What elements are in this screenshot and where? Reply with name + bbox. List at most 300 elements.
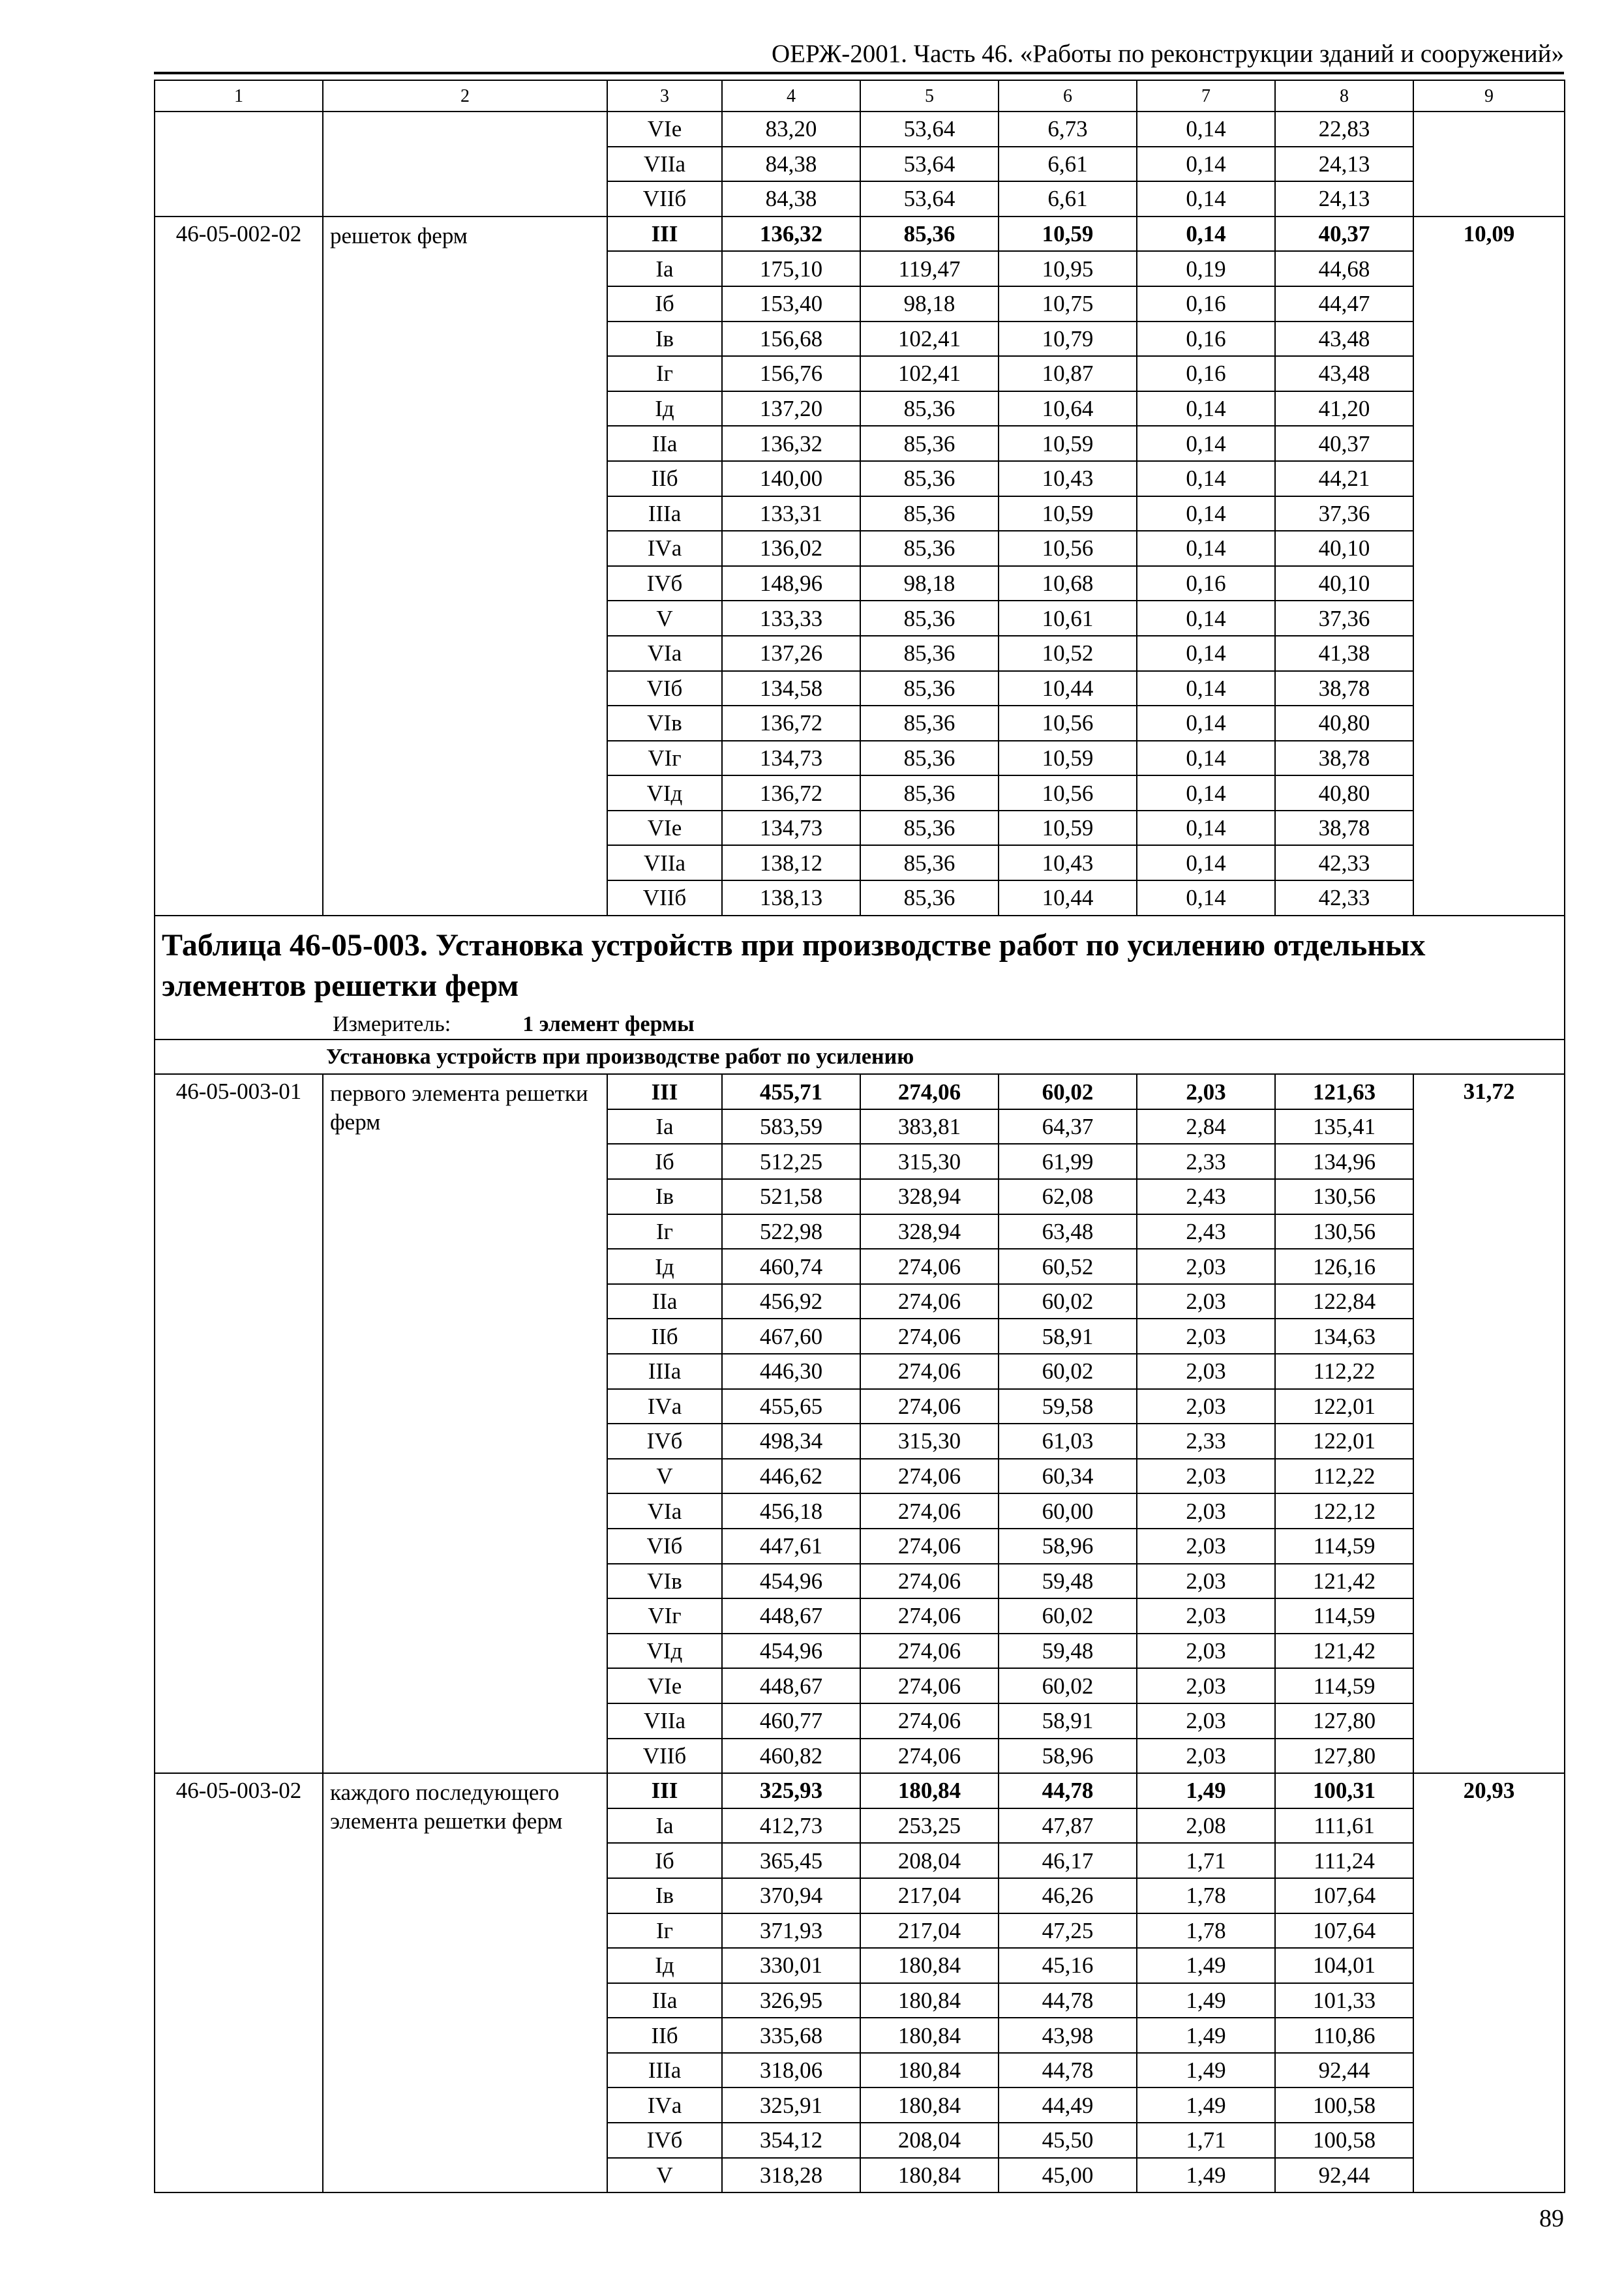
value-cell: 92,44	[1275, 2158, 1413, 2193]
value-cell: 45,16	[999, 1948, 1137, 1983]
value-cell: 98,18	[860, 566, 999, 601]
zone-cell: Iа	[607, 251, 722, 286]
value-cell: 498,34	[722, 1424, 860, 1459]
value-cell: 60,02	[999, 1284, 1137, 1319]
zone-cell: VIг	[607, 741, 722, 776]
zone-cell: IIб	[607, 1319, 722, 1354]
zone-cell: IIа	[607, 426, 722, 461]
value-cell: 0,14	[1137, 671, 1275, 706]
value-cell: 315,30	[860, 1424, 999, 1459]
value-cell: 138,13	[722, 880, 860, 916]
value-cell: 44,49	[999, 2087, 1137, 2123]
value-cell: 126,16	[1275, 1249, 1413, 1284]
value-cell: 133,31	[722, 496, 860, 531]
value-cell: 85,36	[860, 845, 999, 880]
value-cell: 114,59	[1275, 1668, 1413, 1703]
value-cell: 318,06	[722, 2053, 860, 2088]
summary-cell: 31,72	[1413, 1074, 1565, 1773]
value-cell: 0,16	[1137, 356, 1275, 391]
value-cell: 107,64	[1275, 1913, 1413, 1949]
value-cell: 58,96	[999, 1529, 1137, 1564]
value-cell: 6,61	[999, 181, 1137, 217]
value-cell: 114,59	[1275, 1529, 1413, 1564]
value-cell: 1,49	[1137, 1983, 1275, 2018]
value-cell: 456,18	[722, 1493, 860, 1529]
zone-cell: IIб	[607, 2018, 722, 2053]
value-cell: 328,94	[860, 1214, 999, 1249]
value-cell: 412,73	[722, 1808, 860, 1844]
section-title: Установка устройств при производстве работ по усилению	[155, 1040, 1565, 1075]
value-cell: 10,87	[999, 356, 1137, 391]
value-cell: 62,08	[999, 1179, 1137, 1214]
value-cell: 63,48	[999, 1214, 1137, 1249]
value-cell: 10,95	[999, 251, 1137, 286]
value-cell: 43,48	[1275, 322, 1413, 357]
value-cell: 2,03	[1137, 1389, 1275, 1424]
value-cell: 2,03	[1137, 1668, 1275, 1703]
value-cell: 122,84	[1275, 1284, 1413, 1319]
value-cell: 274,06	[860, 1249, 999, 1284]
value-cell: 10,44	[999, 671, 1137, 706]
zone-cell: Iг	[607, 1913, 722, 1949]
value-cell: 1,78	[1137, 1878, 1275, 1913]
value-cell: 85,36	[860, 636, 999, 671]
value-cell: 0,14	[1137, 811, 1275, 846]
value-cell: 10,56	[999, 775, 1137, 811]
description-cell: каждого последующего элемента решетки ферм	[323, 1773, 607, 2192]
value-cell: 10,43	[999, 461, 1137, 496]
value-cell: 64,37	[999, 1109, 1137, 1144]
value-cell: 111,61	[1275, 1808, 1413, 1844]
summary-cell: 20,93	[1413, 1773, 1565, 2192]
value-cell: 456,92	[722, 1284, 860, 1319]
value-cell: 371,93	[722, 1913, 860, 1949]
value-cell: 58,91	[999, 1319, 1137, 1354]
zone-cell: III	[607, 1074, 722, 1109]
zone-cell: VIе	[607, 811, 722, 846]
value-cell: 42,33	[1275, 845, 1413, 880]
value-cell: 46,26	[999, 1878, 1137, 1913]
value-cell: 138,12	[722, 845, 860, 880]
value-cell: 38,78	[1275, 811, 1413, 846]
description-cell: решеток ферм	[323, 217, 607, 916]
value-cell: 318,28	[722, 2158, 860, 2193]
column-number-row	[155, 80, 1565, 112]
value-cell: 10,61	[999, 601, 1137, 636]
value-cell: 84,38	[722, 147, 860, 182]
value-cell: 136,72	[722, 706, 860, 741]
value-cell: 134,63	[1275, 1319, 1413, 1354]
value-cell: 180,84	[860, 2087, 999, 2123]
value-cell: 10,59	[999, 426, 1137, 461]
table-title: Таблица 46-05-003. Установка устройств при производстве работ по усилению отдельных элементов решетки ферм	[162, 927, 1426, 1003]
zone-cell: Iг	[607, 1214, 722, 1249]
zone-cell: V	[607, 1459, 722, 1494]
value-cell: 40,80	[1275, 706, 1413, 741]
zone-cell: IVб	[607, 2123, 722, 2158]
value-cell: 24,13	[1275, 147, 1413, 182]
value-cell: 2,03	[1137, 1564, 1275, 1599]
value-cell: 100,31	[1275, 1773, 1413, 1808]
value-cell: 85,36	[860, 531, 999, 566]
zone-cell: VIд	[607, 775, 722, 811]
section-row	[155, 1040, 1565, 1075]
value-cell: 448,67	[722, 1668, 860, 1703]
value-cell: 10,59	[999, 741, 1137, 776]
table-title-row	[155, 916, 1565, 1040]
value-cell: 47,25	[999, 1913, 1137, 1949]
value-cell: 133,33	[722, 601, 860, 636]
value-cell: 1,71	[1137, 2123, 1275, 2158]
zone-cell: VIIа	[607, 147, 722, 182]
value-cell: 43,98	[999, 2018, 1137, 2053]
value-cell: 122,12	[1275, 1493, 1413, 1529]
value-cell: 447,61	[722, 1529, 860, 1564]
value-cell: 10,44	[999, 880, 1137, 916]
value-cell: 2,03	[1137, 1493, 1275, 1529]
zone-cell: V	[607, 601, 722, 636]
value-cell: 208,04	[860, 2123, 999, 2158]
value-cell: 53,64	[860, 181, 999, 217]
zone-cell: VIд	[607, 1634, 722, 1669]
value-cell: 42,33	[1275, 880, 1413, 916]
value-cell: 2,08	[1137, 1808, 1275, 1844]
value-cell: 0,14	[1137, 845, 1275, 880]
zone-cell: Iд	[607, 391, 722, 426]
value-cell: 110,86	[1275, 2018, 1413, 2053]
value-cell: 60,52	[999, 1249, 1137, 1284]
value-cell: 130,56	[1275, 1179, 1413, 1214]
value-cell: 2,03	[1137, 1249, 1275, 1284]
value-cell: 274,06	[860, 1319, 999, 1354]
zone-cell: VIIа	[607, 1703, 722, 1739]
value-cell: 583,59	[722, 1109, 860, 1144]
value-cell: 58,96	[999, 1739, 1137, 1774]
value-cell: 107,64	[1275, 1878, 1413, 1913]
value-cell: 60,02	[999, 1598, 1137, 1634]
value-cell: 60,34	[999, 1459, 1137, 1494]
value-cell: 44,21	[1275, 461, 1413, 496]
value-cell: 180,84	[860, 1773, 999, 1808]
value-cell: 2,03	[1137, 1529, 1275, 1564]
value-cell: 10,56	[999, 706, 1137, 741]
zone-cell: VIв	[607, 1564, 722, 1599]
value-cell: 44,78	[999, 2053, 1137, 2088]
value-cell: 85,36	[860, 391, 999, 426]
value-cell: 41,20	[1275, 391, 1413, 426]
value-cell: 521,58	[722, 1179, 860, 1214]
zone-cell: VIб	[607, 671, 722, 706]
value-cell: 85,36	[860, 426, 999, 461]
column-number-cell: 6	[999, 80, 1137, 112]
zone-cell: VIб	[607, 1529, 722, 1564]
value-cell: 460,74	[722, 1249, 860, 1284]
value-cell: 136,72	[722, 775, 860, 811]
value-cell: 454,96	[722, 1564, 860, 1599]
value-cell: 41,38	[1275, 636, 1413, 671]
value-cell: 40,10	[1275, 531, 1413, 566]
value-cell: 136,02	[722, 531, 860, 566]
value-cell: 98,18	[860, 286, 999, 322]
column-number-cell: 8	[1275, 80, 1413, 112]
value-cell: 10,56	[999, 531, 1137, 566]
value-cell: 274,06	[860, 1634, 999, 1669]
value-cell: 274,06	[860, 1564, 999, 1599]
value-cell: 136,32	[722, 426, 860, 461]
zone-cell: VIIб	[607, 1739, 722, 1774]
value-cell: 102,41	[860, 356, 999, 391]
value-cell: 43,48	[1275, 356, 1413, 391]
value-cell: 0,14	[1137, 426, 1275, 461]
value-cell: 121,63	[1275, 1074, 1413, 1109]
zone-cell: IIб	[607, 461, 722, 496]
value-cell: 2,33	[1137, 1424, 1275, 1459]
zone-cell: VIе	[607, 112, 722, 147]
value-cell: 38,78	[1275, 741, 1413, 776]
value-cell: 315,30	[860, 1144, 999, 1179]
value-cell: 208,04	[860, 1843, 999, 1878]
zone-cell: IIа	[607, 1284, 722, 1319]
value-cell: 136,32	[722, 217, 860, 252]
value-cell: 114,59	[1275, 1598, 1413, 1634]
value-cell: 274,06	[860, 1354, 999, 1389]
value-cell: 45,50	[999, 2123, 1137, 2158]
value-cell: 10,75	[999, 286, 1137, 322]
value-cell: 140,00	[722, 461, 860, 496]
value-cell: 0,14	[1137, 601, 1275, 636]
value-cell: 1,49	[1137, 2053, 1275, 2088]
value-cell: 2,03	[1137, 1598, 1275, 1634]
measure-unit: 1 элемент фермы	[522, 1011, 695, 1036]
value-cell: 2,33	[1137, 1144, 1275, 1179]
column-number-cell: 5	[860, 80, 999, 112]
page-number: 89	[1539, 2205, 1564, 2232]
value-cell: 2,03	[1137, 1354, 1275, 1389]
value-cell: 512,25	[722, 1144, 860, 1179]
value-cell: 370,94	[722, 1878, 860, 1913]
column-number-cell: 3	[607, 80, 722, 112]
value-cell: 217,04	[860, 1913, 999, 1949]
zone-cell: Iб	[607, 286, 722, 322]
value-cell: 2,03	[1137, 1074, 1275, 1109]
zone-cell: VIг	[607, 1598, 722, 1634]
value-cell: 2,03	[1137, 1284, 1275, 1319]
value-cell: 0,16	[1137, 566, 1275, 601]
value-cell: 2,03	[1137, 1739, 1275, 1774]
value-cell: 121,42	[1275, 1634, 1413, 1669]
value-cell: 460,82	[722, 1739, 860, 1774]
zone-cell: IIIа	[607, 496, 722, 531]
summary-cell: 10,09	[1413, 217, 1565, 916]
value-cell: 46,17	[999, 1843, 1137, 1878]
zone-cell: VIIб	[607, 181, 722, 217]
value-cell: 2,43	[1137, 1214, 1275, 1249]
value-cell: 10,59	[999, 496, 1137, 531]
value-cell: 60,02	[999, 1668, 1137, 1703]
zone-cell: IVб	[607, 566, 722, 601]
value-cell: 455,65	[722, 1389, 860, 1424]
value-cell: 38,78	[1275, 671, 1413, 706]
value-cell: 85,36	[860, 601, 999, 636]
zone-cell: IIIа	[607, 1354, 722, 1389]
value-cell: 60,02	[999, 1354, 1137, 1389]
value-cell: 85,36	[860, 706, 999, 741]
value-cell: 0,14	[1137, 706, 1275, 741]
zone-cell: IVа	[607, 2087, 722, 2123]
summary-cell	[1413, 112, 1565, 217]
value-cell: 112,22	[1275, 1459, 1413, 1494]
value-cell: 6,61	[999, 147, 1137, 182]
zone-cell: IVб	[607, 1424, 722, 1459]
value-cell: 40,80	[1275, 775, 1413, 811]
zone-cell: Iб	[607, 1843, 722, 1878]
zone-cell: V	[607, 2158, 722, 2193]
value-cell: 2,03	[1137, 1634, 1275, 1669]
zone-cell: III	[607, 217, 722, 252]
value-cell: 44,47	[1275, 286, 1413, 322]
value-cell: 37,36	[1275, 601, 1413, 636]
value-cell: 85,36	[860, 775, 999, 811]
value-cell: 1,71	[1137, 1843, 1275, 1878]
zone-cell: III	[607, 1773, 722, 1808]
value-cell: 1,78	[1137, 1913, 1275, 1949]
value-cell: 1,49	[1137, 2087, 1275, 2123]
value-cell: 2,43	[1137, 1179, 1275, 1214]
value-cell: 0,14	[1137, 775, 1275, 811]
value-cell: 45,00	[999, 2158, 1137, 2193]
value-cell: 0,16	[1137, 322, 1275, 357]
value-cell: 328,94	[860, 1179, 999, 1214]
value-cell: 0,14	[1137, 391, 1275, 426]
value-cell: 10,59	[999, 811, 1137, 846]
value-cell: 365,45	[722, 1843, 860, 1878]
value-cell: 354,12	[722, 2123, 860, 2158]
value-cell: 2,03	[1137, 1459, 1275, 1494]
value-cell: 47,87	[999, 1808, 1137, 1844]
value-cell: 59,48	[999, 1564, 1137, 1599]
header-rule	[154, 72, 1564, 74]
value-cell: 59,48	[999, 1634, 1137, 1669]
zone-cell: Iб	[607, 1144, 722, 1179]
value-cell: 85,36	[860, 880, 999, 916]
value-cell: 40,10	[1275, 566, 1413, 601]
zone-cell: VIа	[607, 1493, 722, 1529]
value-cell: 122,01	[1275, 1424, 1413, 1459]
value-cell: 1,49	[1137, 1948, 1275, 1983]
zone-cell: Iд	[607, 1249, 722, 1284]
measure-label: Измеритель:	[333, 1011, 451, 1036]
value-cell: 2,84	[1137, 1109, 1275, 1144]
value-cell: 460,77	[722, 1703, 860, 1739]
zone-cell: IVа	[607, 1389, 722, 1424]
value-cell: 0,14	[1137, 112, 1275, 147]
value-cell: 325,93	[722, 1773, 860, 1808]
value-cell: 85,36	[860, 671, 999, 706]
value-cell: 10,43	[999, 845, 1137, 880]
value-cell: 137,20	[722, 391, 860, 426]
value-cell: 325,91	[722, 2087, 860, 2123]
table-row	[155, 112, 1565, 147]
value-cell: 153,40	[722, 286, 860, 322]
value-cell: 10,64	[999, 391, 1137, 426]
value-cell: 180,84	[860, 2053, 999, 2088]
value-cell: 274,06	[860, 1703, 999, 1739]
value-cell: 85,36	[860, 217, 999, 252]
value-cell: 60,00	[999, 1493, 1137, 1529]
value-cell: 85,36	[860, 741, 999, 776]
code-cell: 46-05-003-02	[155, 1773, 323, 2192]
value-cell: 85,36	[860, 461, 999, 496]
value-cell: 85,36	[860, 811, 999, 846]
value-cell: 53,64	[860, 147, 999, 182]
value-cell: 10,59	[999, 217, 1137, 252]
rates-table	[154, 80, 1565, 2193]
value-cell: 59,58	[999, 1389, 1137, 1424]
description-cell: первого элемента решетки ферм	[323, 1074, 607, 1773]
value-cell: 1,49	[1137, 1773, 1275, 1808]
value-cell: 134,73	[722, 741, 860, 776]
value-cell: 104,01	[1275, 1948, 1413, 1983]
value-cell: 44,78	[999, 1773, 1137, 1808]
value-cell: 44,68	[1275, 251, 1413, 286]
value-cell: 274,06	[860, 1493, 999, 1529]
value-cell: 0,16	[1137, 286, 1275, 322]
value-cell: 180,84	[860, 2018, 999, 2053]
value-cell: 454,96	[722, 1634, 860, 1669]
column-number-cell: 2	[323, 80, 607, 112]
value-cell: 6,73	[999, 112, 1137, 147]
column-number-cell: 4	[722, 80, 860, 112]
value-cell: 326,95	[722, 1983, 860, 2018]
value-cell: 40,37	[1275, 426, 1413, 461]
zone-cell: IIа	[607, 1983, 722, 2018]
value-cell: 2,03	[1137, 1703, 1275, 1739]
column-number-cell: 7	[1137, 80, 1275, 112]
value-cell: 2,03	[1137, 1319, 1275, 1354]
value-cell: 274,06	[860, 1739, 999, 1774]
value-cell: 0,14	[1137, 880, 1275, 916]
column-number-cell: 9	[1413, 80, 1565, 112]
value-cell: 0,14	[1137, 461, 1275, 496]
table-row	[155, 1773, 1565, 1808]
code-cell: 46-05-003-01	[155, 1074, 323, 1773]
value-cell: 522,98	[722, 1214, 860, 1249]
page-header: ОЕРЖ-2001. Часть 46. «Работы по реконструкции зданий и сооружений»	[772, 40, 1564, 68]
zone-cell: VIе	[607, 1668, 722, 1703]
value-cell: 84,38	[722, 181, 860, 217]
zone-cell: Iв	[607, 322, 722, 357]
value-cell: 112,22	[1275, 1354, 1413, 1389]
value-cell: 134,96	[1275, 1144, 1413, 1179]
value-cell: 0,14	[1137, 181, 1275, 217]
value-cell: 58,91	[999, 1703, 1137, 1739]
value-cell: 156,68	[722, 322, 860, 357]
value-cell: 0,14	[1137, 147, 1275, 182]
zone-cell: IVа	[607, 531, 722, 566]
value-cell: 217,04	[860, 1878, 999, 1913]
value-cell: 274,06	[860, 1668, 999, 1703]
value-cell: 127,80	[1275, 1703, 1413, 1739]
value-cell: 134,73	[722, 811, 860, 846]
value-cell: 0,14	[1137, 496, 1275, 531]
value-cell: 83,20	[722, 112, 860, 147]
value-cell: 1,49	[1137, 2018, 1275, 2053]
value-cell: 10,52	[999, 636, 1137, 671]
table-row	[155, 217, 1565, 252]
zone-cell: VIIб	[607, 880, 722, 916]
zone-cell: VIIа	[607, 845, 722, 880]
value-cell: 60,02	[999, 1074, 1137, 1109]
